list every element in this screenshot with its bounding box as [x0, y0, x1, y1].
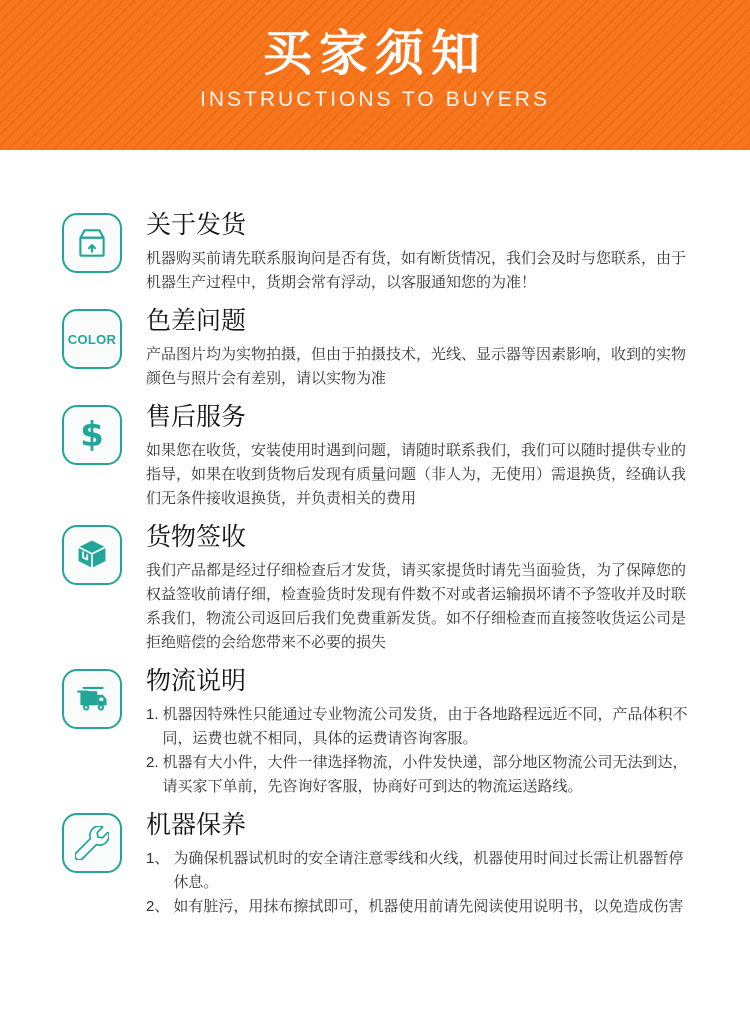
page-title: 买家须知	[262, 27, 487, 81]
section-goods-receipt-content	[146, 522, 692, 655]
section-title: 色差问题	[146, 307, 247, 335]
list-item	[146, 847, 692, 895]
item-text: 机器有大小件，大件一律选择物流，小件发快递，部分地区物流公司无法到达，请买家下单前，先咨询好客服，协商好可到达的物流运送路线。	[162, 754, 688, 795]
wrench-icon	[62, 813, 122, 873]
list-item	[146, 751, 692, 799]
item-number: 1、	[146, 850, 170, 867]
item-text: 为确保机器试机时的安全请注意零线和火线，机器使用时间过长需让机器暂停休息。	[173, 850, 684, 891]
truck-icon	[62, 669, 122, 729]
section-shipping	[62, 210, 692, 295]
parcel-cube-icon	[62, 525, 122, 585]
dollar-icon-glyph: $	[80, 415, 104, 455]
section-goods-receipt	[62, 522, 692, 655]
item-number: 1.	[146, 706, 159, 723]
package-icon	[62, 213, 122, 273]
item-number: 2、	[146, 898, 170, 915]
section-text: 如果您在收货，安装使用时遇到问题，请随时联系我们，我们可以随时提供专业的指导，如果在收到货物后发现有质量问题（非人为，无使用）需退换货，经确认我们无条件接收退换货，并负责相关的费用	[146, 442, 687, 507]
dollar-icon	[62, 405, 122, 465]
section-text: 产品图片均为实物拍摄，但由于拍摄技术，光线、显示器等因素影响，收到的实物颜色与照片会有差别，请以实物为准	[146, 346, 687, 387]
section-title: 售后服务	[146, 403, 247, 431]
section-text: 我们产品都是经过仔细检查后才发货，请买家提货时请先当面验货，为了保障您的权益签收前请仔细，检查验货时发现有件数不对或者运输损坏请不予签收并及时联系我们，物流公司返回后我们免费重新发货。如不仔细检查而直接签收货运公司是拒绝赔偿的会给您带来不必要的损失	[146, 562, 687, 651]
item-number: 2.	[146, 754, 159, 771]
section-maintenance-content	[146, 810, 692, 919]
list-item	[146, 703, 692, 751]
section-title: 货物签收	[146, 523, 247, 551]
section-after-sales-content	[146, 402, 692, 511]
page-subtitle: INSTRUCTIONS TO BUYERS	[200, 88, 550, 112]
section-after-sales	[62, 402, 692, 511]
instructions-banner	[0, 0, 750, 150]
item-text: 如有脏污，用抹布擦拭即可，机器使用前请先阅读使用说明书，以免造成伤害	[173, 898, 684, 915]
section-color-difference	[62, 306, 692, 391]
section-text: 机器购买前请先联系服询问是否有货，如有断货情况，我们会及时与您联系，由于机器生产过程中，货期会常有浮动，以客服通知您的为准！	[146, 250, 687, 291]
list-item	[146, 895, 692, 919]
notice-sections	[0, 150, 750, 919]
section-logistics-content	[146, 666, 692, 799]
section-shipping-content	[146, 210, 692, 295]
section-color-content	[146, 306, 692, 391]
section-title: 关于发货	[146, 211, 247, 239]
section-maintenance	[62, 810, 692, 919]
color-icon-label: COLOR	[67, 331, 117, 347]
item-text: 机器因特殊性只能通过专业物流公司发货，由于各地路程远近不同，产品体积不同，运费也就不相同，具体的运费请咨询客服。	[162, 706, 688, 747]
section-logistics	[62, 666, 692, 799]
section-title: 机器保养	[146, 811, 247, 839]
section-title: 物流说明	[146, 667, 247, 695]
color-swatch-icon	[62, 309, 122, 369]
